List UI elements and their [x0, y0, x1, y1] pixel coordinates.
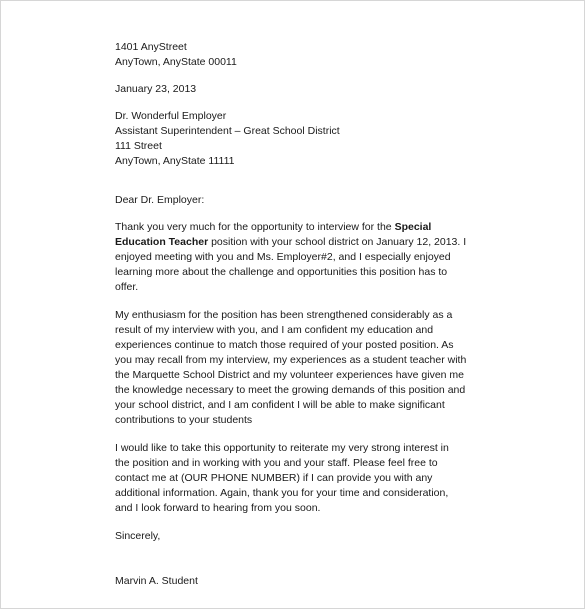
paragraph-3-line: and I look forward to hearing from you soon.	[115, 502, 321, 514]
paragraph-3-line: contact me at (OUR PHONE NUMBER) if I can provide you with any	[115, 472, 433, 484]
paragraph-3-line: I would like to take this opportunity to reiterate my very strong interest in	[115, 442, 449, 454]
paragraph-1-line-2-text: position with your school district on January 12, 2013. I	[208, 236, 467, 248]
cover-letter	[115, 40, 475, 589]
paragraph-2-line: your school district, and I am confident I will be able to make significant	[115, 399, 445, 411]
paragraph-2-line: experiences continue to match those required of your posted position. As	[115, 339, 454, 351]
signature-block	[115, 574, 475, 589]
paragraph-1-line-3: enjoyed meeting with you and Ms. Employer#2, and I especially enjoyed	[115, 251, 451, 263]
recipient-street: 111 Street	[115, 140, 162, 152]
paragraph-1	[115, 220, 475, 295]
paragraph-2-line: the knowledge necessary to meet the growing demands of this position and	[115, 384, 466, 396]
paragraph-1-line-1-text: Thank you very much for the opportunity to interview for the	[115, 221, 395, 233]
paragraph-2-line: contributions to your students	[115, 414, 253, 426]
paragraph-2-line: result of my interview with you, and I am confident my education and	[115, 324, 434, 336]
paragraph-2-line: you may recall from my interview, my experiences as a student teacher with	[115, 354, 467, 366]
recipient-address	[115, 109, 475, 169]
paragraph-1-line-2	[115, 235, 475, 250]
job-title-part-2: Education Teacher	[115, 236, 209, 248]
recipient-city-state-zip: AnyTown, AnyState 11111	[115, 155, 235, 167]
sender-street: 1401 AnyStreet	[115, 41, 187, 53]
paragraph-3-line: the position and in working with you and your staff. Please feel free to	[115, 457, 438, 469]
salutation-block	[115, 193, 475, 208]
paragraph-2-line: My enthusiasm for the position has been strengthened considerably as a	[115, 309, 453, 321]
paragraph-3-line: additional information. Again, thank you for your time and consideration,	[115, 487, 449, 499]
paragraph-1-line-4: learning more about the challenge and opportunities this position has to	[115, 266, 448, 278]
paragraph-1-line-5: offer.	[115, 281, 139, 293]
recipient-title: Assistant Superintendent – Great School District	[115, 125, 340, 137]
sender-city-state-zip: AnyTown, AnyState 00011	[115, 56, 237, 68]
sender-address	[115, 40, 475, 70]
signature-name: Marvin A. Student	[115, 575, 198, 587]
letter-date-block	[115, 82, 475, 97]
recipient-name: Dr. Wonderful Employer	[115, 110, 227, 122]
job-title-part-1: Special	[394, 221, 432, 233]
salutation: Dear Dr. Employer:	[115, 194, 205, 206]
letter-date: January 23, 2013	[115, 83, 197, 95]
closing-block	[115, 529, 475, 544]
paragraph-2	[115, 308, 475, 428]
paragraph-3	[115, 441, 475, 516]
paragraph-2-line: the Marquette School District and my volunteer experiences have given me	[115, 369, 465, 381]
closing: Sincerely,	[115, 530, 161, 542]
paragraph-1-line-1	[115, 220, 475, 235]
